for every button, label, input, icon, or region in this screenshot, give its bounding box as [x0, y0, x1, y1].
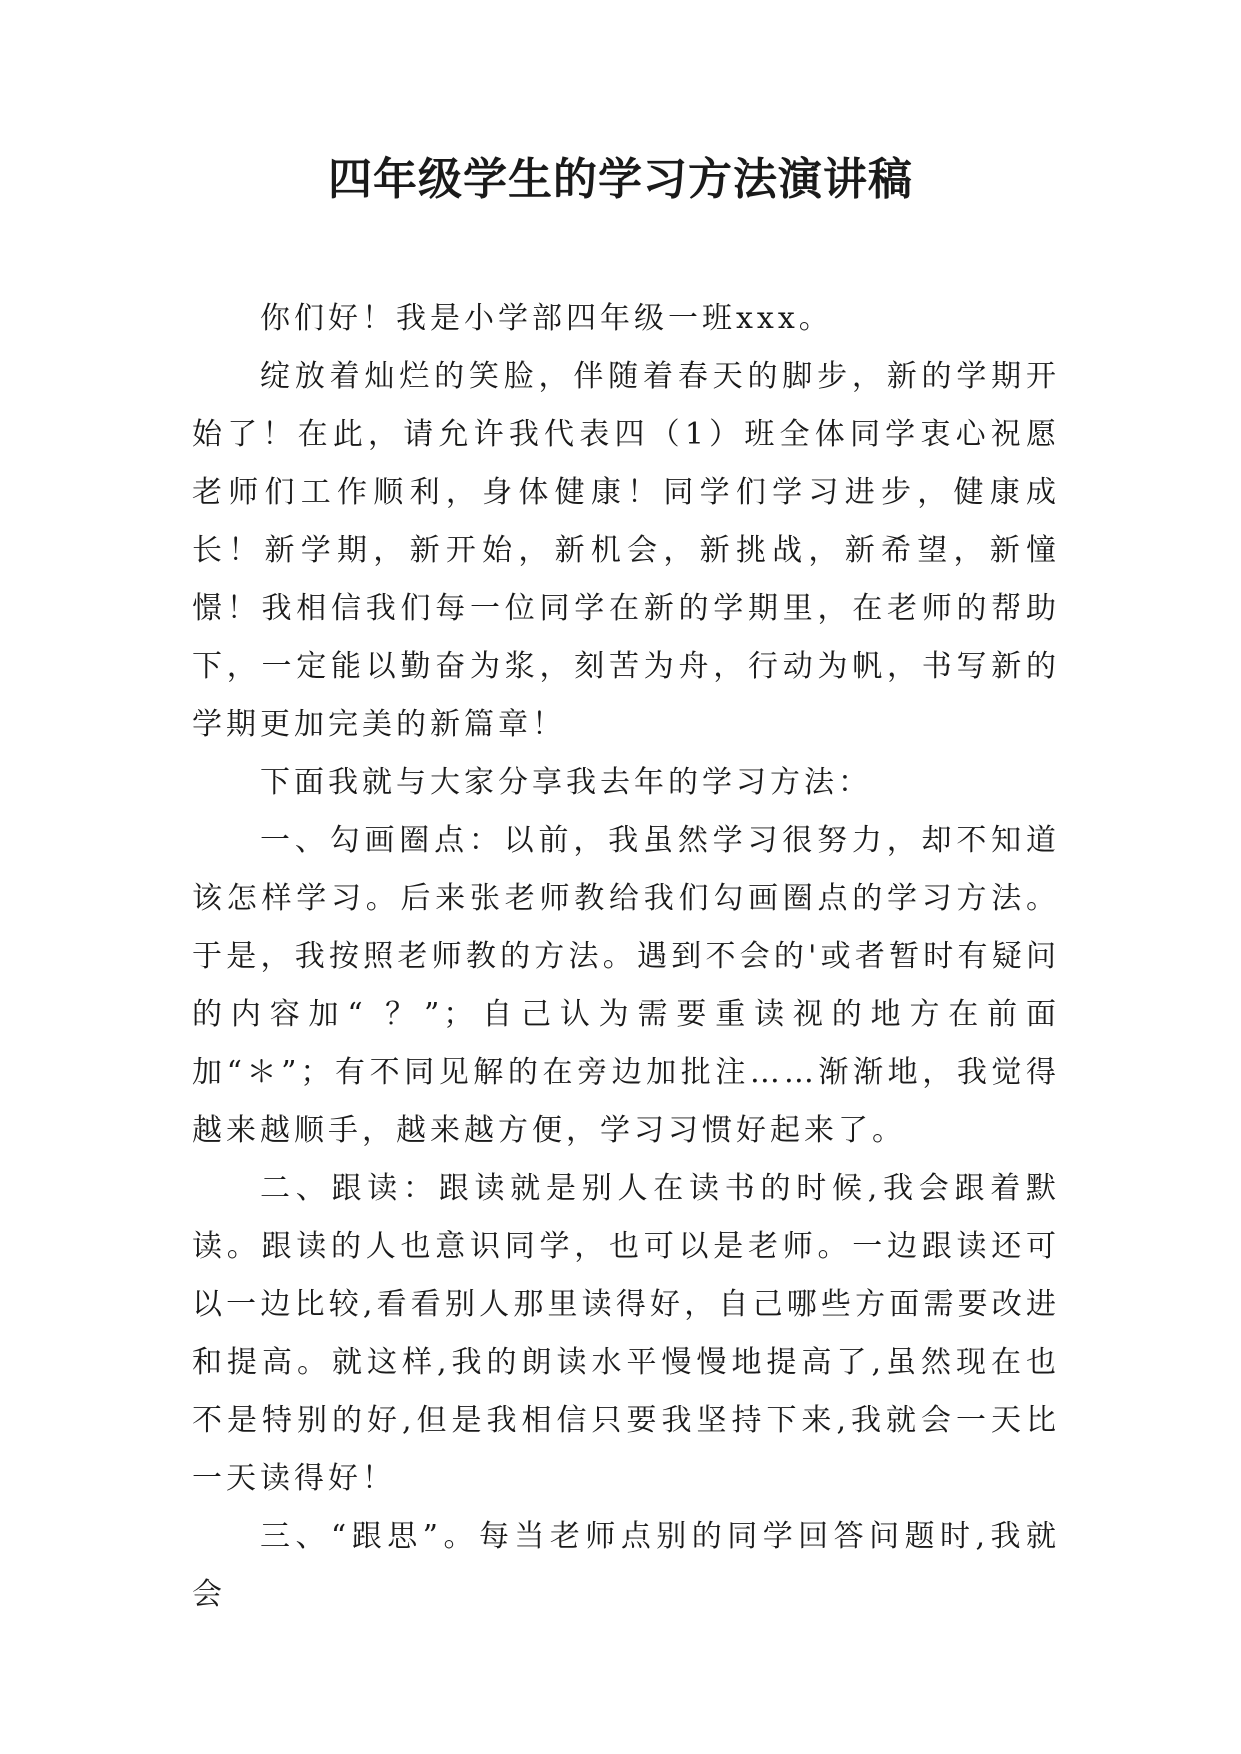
- paragraph-method-2: 二、跟读：跟读就是别人在读书的时候,我会跟着默读。跟读的人也意识同学，也可以是老师。一边跟读还可以一边比较,看看别人那里读得好，自己哪些方面需要改进和提高。就这样,我的朗读水平慢慢地提高了,虽然现在也不是特别的好,但是我相信只要我坚持下来,我就会一天比一天读得好！: [192, 1171, 1060, 1496]
- paragraph-method-1: 一、勾画圈点：以前，我虽然学习很努力，却不知道该怎样学习。后来张老师教给我们勾画圈点的学习方法。于是，我按照老师教的方法。遇到不会的'或者暂时有疑问的内容加“ ？”；自己认为需要重读视的地方在前面加“＊”；有不同见解的在旁边加批注……渐渐地，我觉得越来越顺手，越来越方便，学习习惯好起来了。: [192, 823, 1060, 1148]
- paragraph-greeting: 你们好！我是小学部四年级一班xxx。: [260, 301, 833, 336]
- document-body: [192, 290, 1060, 1624]
- paragraph-intro: 下面我就与大家分享我去年的学习方法：: [260, 765, 872, 800]
- paragraph-method-3: 三、“跟思”。每当老师点别的同学回答问题时,我就会: [192, 1519, 1060, 1612]
- document-title: 四年级学生的学习方法演讲稿: [328, 154, 913, 205]
- paragraph-opening: 绽放着灿烂的笑脸，伴随着春天的脚步，新的学期开始了！在此，请允许我代表四（1）班全体同学衷心祝愿老师们工作顺利，身体健康！同学们学习进步，健康成长！新学期，新开始，新机会，新挑战，新希望，新憧憬！我相信我们每一位同学在新的学期里，在老师的帮助下，一定能以勤奋为浆，刻苦为舟，行动为帆，书写新的学期更加完美的新篇章！: [192, 359, 1060, 742]
